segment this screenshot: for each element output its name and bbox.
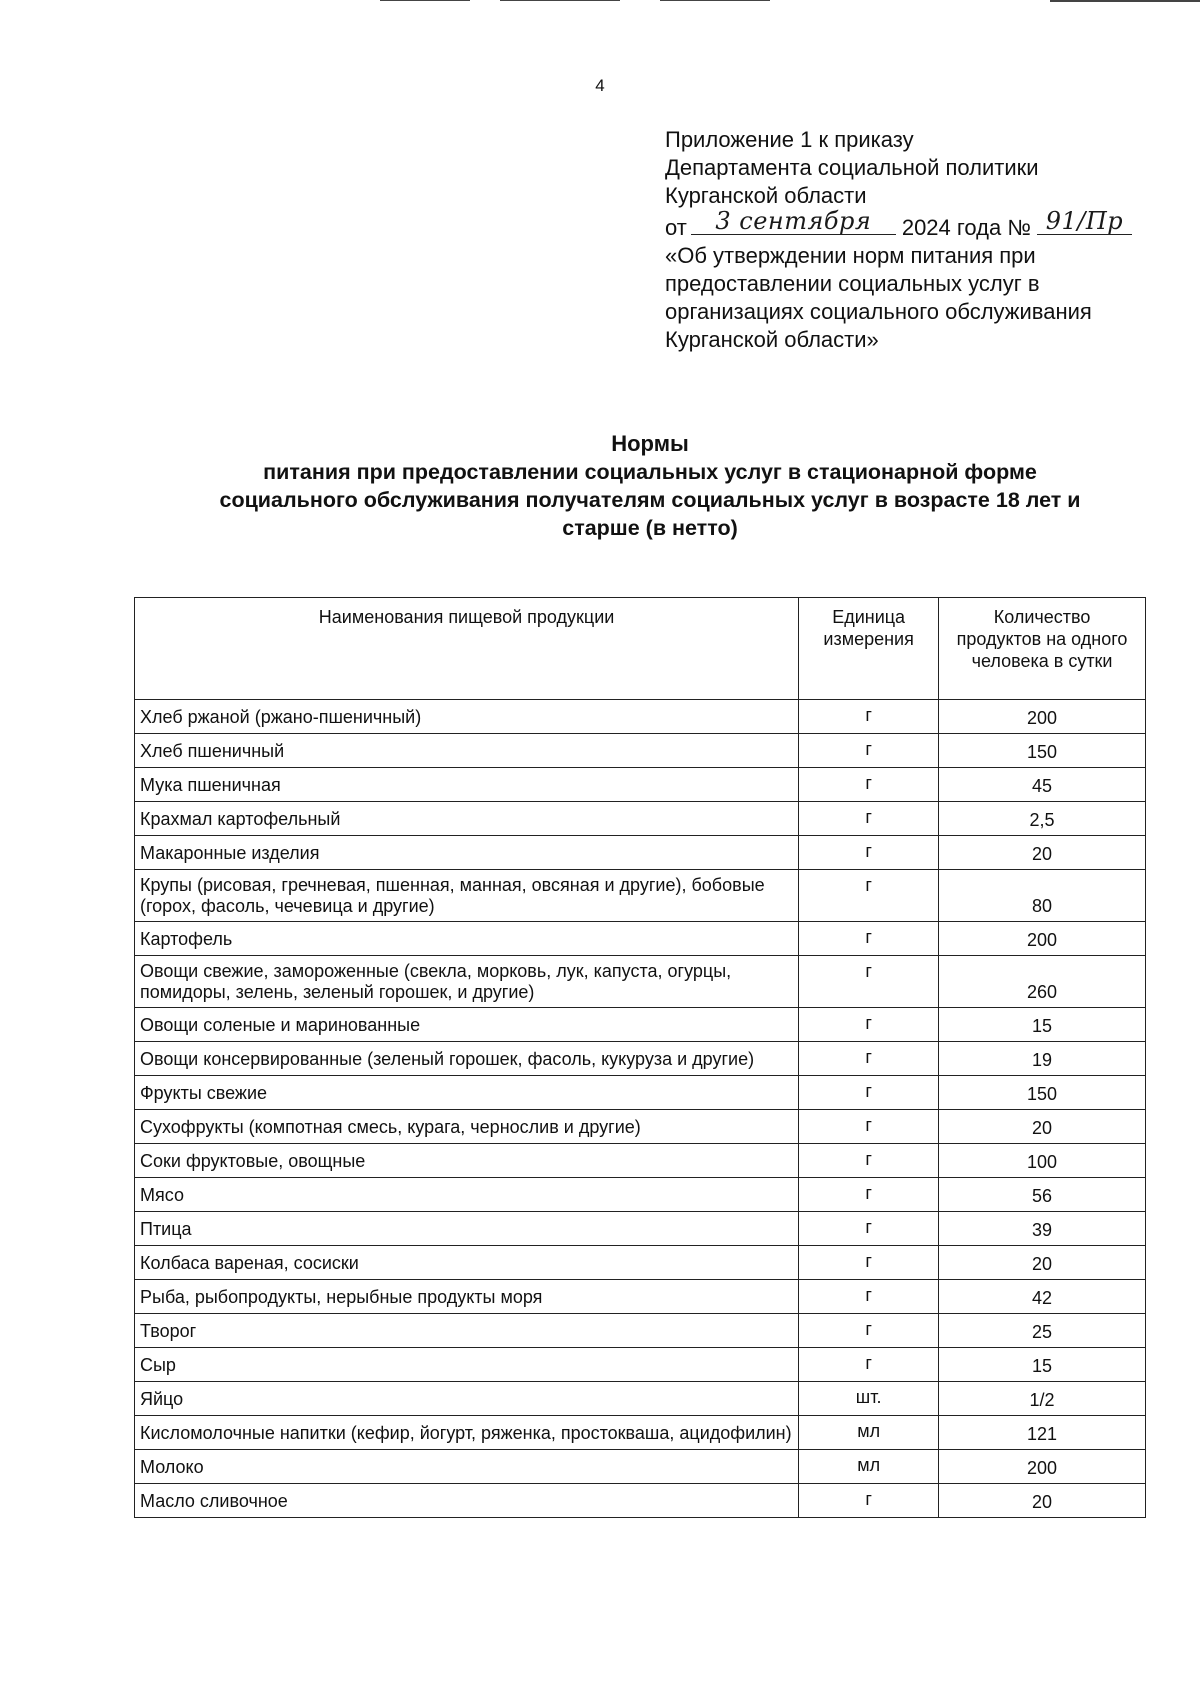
product-name-cell: Крупы (рисовая, гречневая, пшенная, манная, овсяная и другие), бобовые (горох, фасоль, чечевица и другие) xyxy=(135,870,799,922)
quantity-cell: 15 xyxy=(939,1008,1146,1042)
product-name-cell: Молоко xyxy=(135,1450,799,1484)
handwritten-order-number: 91/Пр xyxy=(1045,207,1124,235)
quantity-cell: 39 xyxy=(939,1212,1146,1246)
unit-cell: г xyxy=(799,1008,939,1042)
unit-cell: г xyxy=(799,1484,939,1518)
unit-cell: г xyxy=(799,870,939,922)
product-name-cell: Рыба, рыбопродукты, нерыбные продукты моря xyxy=(135,1280,799,1314)
quantity-cell: 121 xyxy=(939,1416,1146,1450)
table-row xyxy=(135,1246,1146,1280)
unit-cell: г xyxy=(799,1212,939,1246)
table-row xyxy=(135,1314,1146,1348)
quantity-cell: 20 xyxy=(939,1246,1146,1280)
table-row xyxy=(135,734,1146,768)
quantity-cell: 45 xyxy=(939,768,1146,802)
table-row xyxy=(135,1382,1146,1416)
handwritten-date: 3 сентября xyxy=(715,207,872,235)
date-prefix: от xyxy=(665,215,687,240)
unit-cell: г xyxy=(799,922,939,956)
appendix-line: предоставлении социальных услуг в xyxy=(665,271,1040,296)
table-row xyxy=(135,1212,1146,1246)
table-row xyxy=(135,922,1146,956)
product-name-cell: Овощи консервированные (зеленый горошек, фасоль, кукуруза и другие) xyxy=(135,1042,799,1076)
title-line: Нормы xyxy=(611,431,689,456)
title-line: социального обслуживания получателям социальных услуг в возрасте 18 лет и xyxy=(219,488,1081,512)
product-name-cell: Макаронные изделия xyxy=(135,836,799,870)
scan-artifact-line xyxy=(380,0,470,1)
quantity-cell: 2,5 xyxy=(939,802,1146,836)
unit-cell: г xyxy=(799,1042,939,1076)
unit-cell: г xyxy=(799,802,939,836)
table-row xyxy=(135,768,1146,802)
product-name-cell: Хлеб ржаной (ржано-пшеничный) xyxy=(135,700,799,734)
unit-cell: г xyxy=(799,1314,939,1348)
title-line: старше (в нетто) xyxy=(562,516,738,540)
quantity-cell: 25 xyxy=(939,1314,1146,1348)
appendix-line: Курганской области» xyxy=(665,327,879,352)
product-name-cell: Колбаса вареная, сосиски xyxy=(135,1246,799,1280)
date-blank xyxy=(691,207,896,235)
unit-cell: шт. xyxy=(799,1382,939,1416)
unit-cell: г xyxy=(799,1348,939,1382)
unit-cell: г xyxy=(799,1076,939,1110)
appendix-line: Приложение 1 к приказу xyxy=(665,127,914,152)
table-row xyxy=(135,1178,1146,1212)
product-name-cell: Соки фруктовые, овощные xyxy=(135,1144,799,1178)
table-row xyxy=(135,1008,1146,1042)
table-row xyxy=(135,956,1146,1008)
product-name-cell: Яйцо xyxy=(135,1382,799,1416)
appendix-line: организациях социального обслуживания xyxy=(665,299,1092,324)
product-name-cell: Мука пшеничная xyxy=(135,768,799,802)
unit-cell: г xyxy=(799,768,939,802)
date-suffix: 2024 года № xyxy=(901,215,1031,240)
title-line: питания при предоставлении социальных услуг в стационарной форме xyxy=(263,460,1037,484)
appendix-header xyxy=(665,126,1185,354)
product-name-cell: Фрукты свежие xyxy=(135,1076,799,1110)
table-row xyxy=(135,1042,1146,1076)
appendix-line: «Об утверждении норм питания при xyxy=(665,243,1036,268)
table-row xyxy=(135,802,1146,836)
table-row xyxy=(135,1416,1146,1450)
quantity-cell: 100 xyxy=(939,1144,1146,1178)
quantity-cell: 20 xyxy=(939,836,1146,870)
quantity-cell: 20 xyxy=(939,1484,1146,1518)
quantity-cell: 260 xyxy=(939,956,1146,1008)
unit-cell: мл xyxy=(799,1416,939,1450)
quantity-cell: 42 xyxy=(939,1280,1146,1314)
table-row xyxy=(135,1076,1146,1110)
table-row xyxy=(135,700,1146,734)
product-name-cell: Кисломолочные напитки (кефир, йогурт, ряженка, простокваша, ацидофилин) xyxy=(135,1416,799,1450)
scan-artifact-line xyxy=(500,0,620,1)
unit-cell: г xyxy=(799,1178,939,1212)
product-name-cell: Крахмал картофельный xyxy=(135,802,799,836)
table-row xyxy=(135,1110,1146,1144)
header-product-name: Наименования пищевой продукции xyxy=(135,598,799,700)
table-row xyxy=(135,870,1146,922)
quantity-cell: 15 xyxy=(939,1348,1146,1382)
document-title xyxy=(120,430,1180,542)
unit-cell: г xyxy=(799,734,939,768)
product-name-cell: Овощи свежие, замороженные (свекла, морковь, лук, капуста, огурцы, помидоры, зелень, зеленый горошек, и другие) xyxy=(135,956,799,1008)
header-quantity: Количество продуктов на одного человека в сутки xyxy=(939,598,1146,700)
quantity-cell: 19 xyxy=(939,1042,1146,1076)
quantity-cell: 200 xyxy=(939,700,1146,734)
number-blank xyxy=(1037,207,1132,235)
unit-cell: г xyxy=(799,1246,939,1280)
quantity-cell: 1/2 xyxy=(939,1382,1146,1416)
unit-cell: г xyxy=(799,836,939,870)
product-name-cell: Сухофрукты (компотная смесь, курага, чернослив и другие) xyxy=(135,1110,799,1144)
scan-artifact-line xyxy=(1050,0,1200,2)
product-name-cell: Овощи соленые и маринованные xyxy=(135,1008,799,1042)
quantity-cell: 200 xyxy=(939,922,1146,956)
unit-cell: г xyxy=(799,700,939,734)
product-name-cell: Картофель xyxy=(135,922,799,956)
quantity-cell: 20 xyxy=(939,1110,1146,1144)
scan-artifact-line xyxy=(660,0,770,1)
unit-cell: г xyxy=(799,1144,939,1178)
table-row xyxy=(135,836,1146,870)
product-name-cell: Масло сливочное xyxy=(135,1484,799,1518)
table-body xyxy=(135,700,1146,1518)
table-row xyxy=(135,1450,1146,1484)
page-number: 4 xyxy=(595,76,605,95)
product-name-cell: Хлеб пшеничный xyxy=(135,734,799,768)
unit-cell: мл xyxy=(799,1450,939,1484)
unit-cell: г xyxy=(799,956,939,1008)
table-row xyxy=(135,1280,1146,1314)
quantity-cell: 56 xyxy=(939,1178,1146,1212)
product-name-cell: Птица xyxy=(135,1212,799,1246)
appendix-date-line xyxy=(665,207,1185,242)
quantity-cell: 80 xyxy=(939,870,1146,922)
product-name-cell: Мясо xyxy=(135,1178,799,1212)
header-unit: Единица измерения xyxy=(799,598,939,700)
quantity-cell: 150 xyxy=(939,1076,1146,1110)
table-row xyxy=(135,1144,1146,1178)
unit-cell: г xyxy=(799,1280,939,1314)
product-name-cell: Творог xyxy=(135,1314,799,1348)
product-name-cell: Сыр xyxy=(135,1348,799,1382)
table-row xyxy=(135,1348,1146,1382)
appendix-line: Курганской области xyxy=(665,183,867,208)
quantity-cell: 200 xyxy=(939,1450,1146,1484)
table-header-row xyxy=(135,598,1146,700)
unit-cell: г xyxy=(799,1110,939,1144)
appendix-line: Департамента социальной политики xyxy=(665,155,1039,180)
food-norms-table xyxy=(134,597,1146,1518)
quantity-cell: 150 xyxy=(939,734,1146,768)
table-row xyxy=(135,1484,1146,1518)
